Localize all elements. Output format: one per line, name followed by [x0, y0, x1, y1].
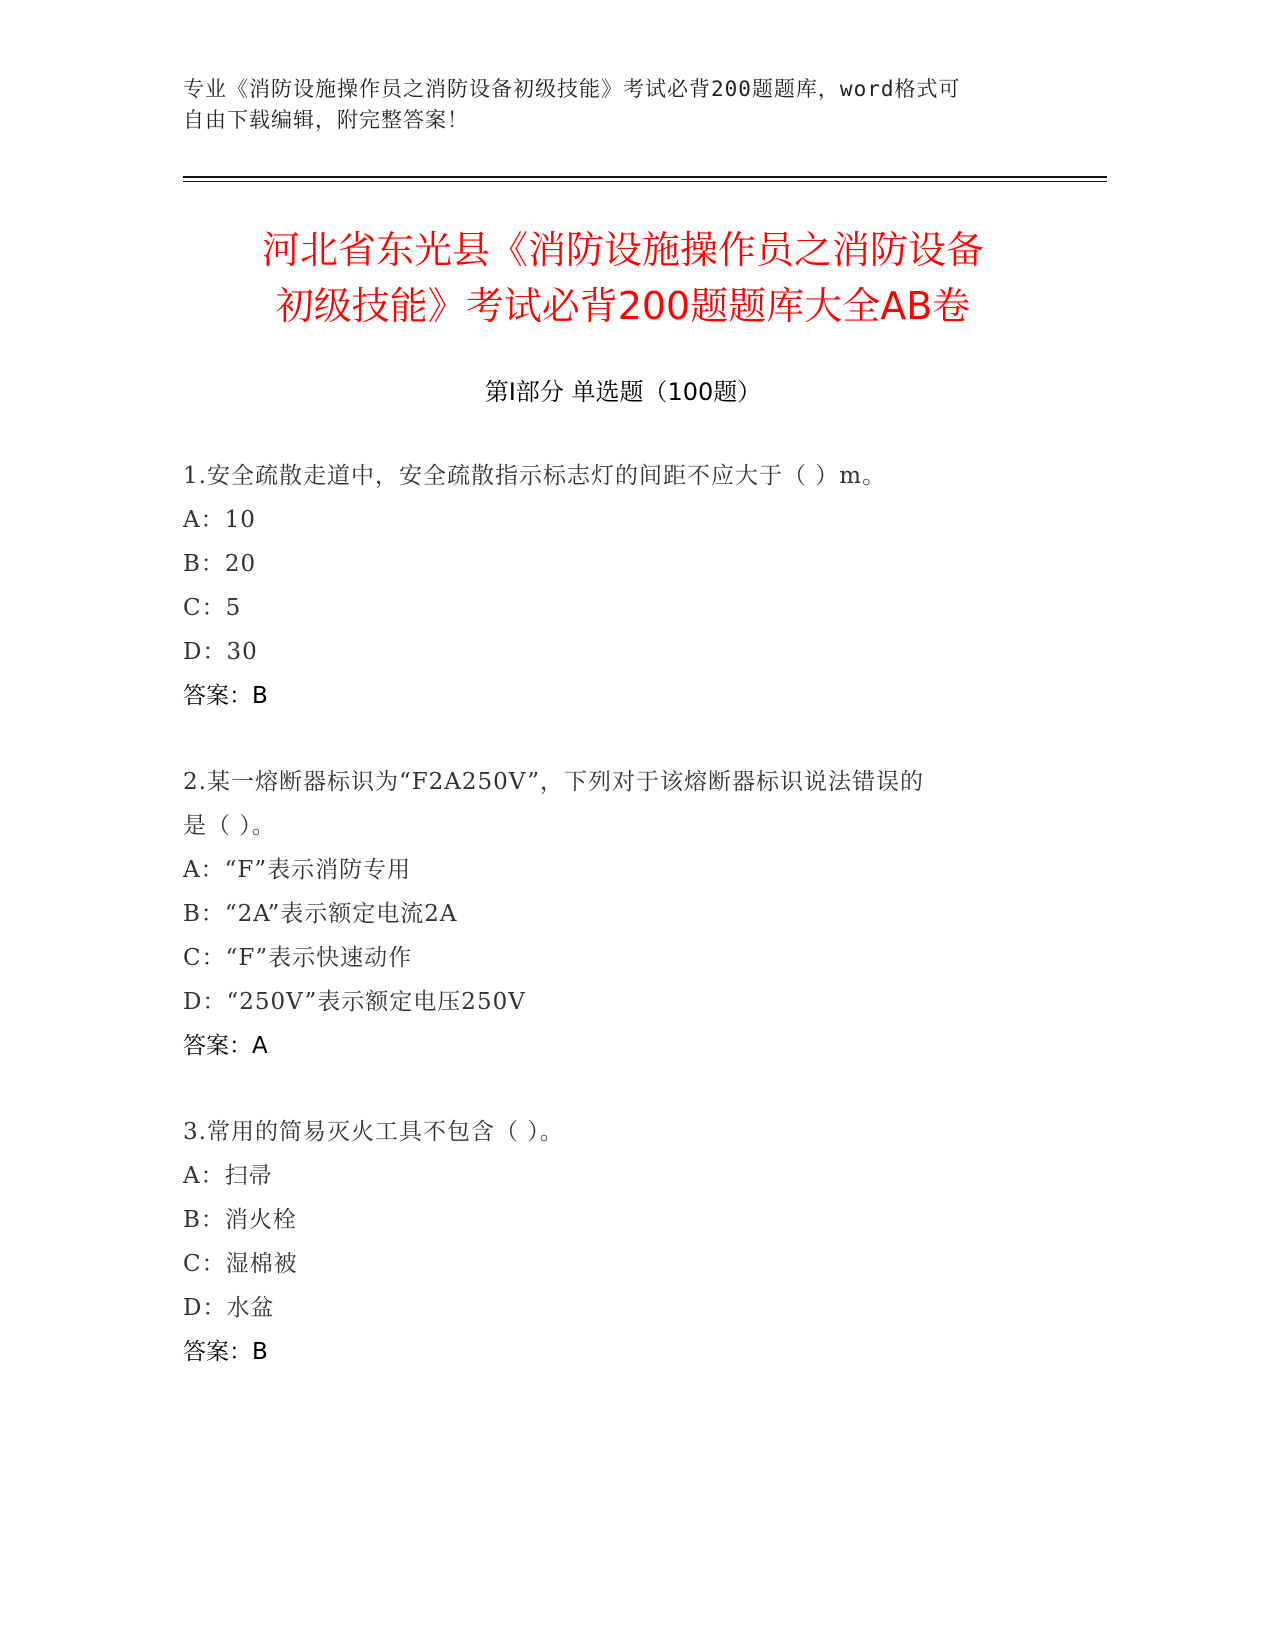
option-d: D：30	[183, 639, 258, 665]
option-a: A：10	[183, 507, 256, 533]
section-heading: 第Ⅰ部分 单选题（100题）	[484, 378, 762, 406]
option-c: C：5	[183, 595, 242, 621]
question-block	[183, 760, 1073, 1068]
option-a: A：“F”表示消防专用	[183, 857, 412, 883]
option-c: C：湿棉被	[183, 1251, 298, 1277]
option-a: A：扫帚	[183, 1163, 273, 1189]
title-line-1: 河北省东光县《消防设施操作员之消防设备	[261, 228, 984, 272]
title-line-2: 初级技能》考试必背200题题库大全AB卷	[275, 284, 971, 328]
question-text-continued: 是（ ）。	[183, 813, 276, 839]
option-c: C：“F”表示快速动作	[183, 945, 413, 971]
question-block	[183, 454, 1073, 718]
option-b: B：“2A”表示额定电流2A	[183, 901, 458, 927]
answer-line: 答案：B	[183, 683, 268, 709]
document-title	[183, 222, 1063, 334]
question-text: 3.常用的简易灭火工具不包含（ ）。	[183, 1119, 564, 1145]
question-list	[183, 454, 1073, 1416]
answer-line: 答案：B	[183, 1339, 268, 1365]
answer-line: 答案：A	[183, 1033, 268, 1059]
option-d: D：水盆	[183, 1295, 275, 1321]
option-b: B：消火栓	[183, 1207, 297, 1233]
option-d: D：“250V”表示额定电压250V	[183, 989, 526, 1015]
header-divider-thick	[183, 176, 1107, 178]
header-divider-thin	[183, 181, 1107, 182]
question-text: 2.某一熔断器标识为“F2A250V”，下列对于该熔断器标识说法错误的	[183, 769, 925, 795]
question-block	[183, 1110, 1073, 1374]
document-header	[183, 74, 1063, 136]
header-line-1: 专业《消防设施操作员之消防设备初级技能》考试必背200题题库，word格式可	[183, 77, 961, 101]
question-text: 1.安全疏散走道中，安全疏散指示标志灯的间距不应大于（ ）m。	[183, 463, 887, 489]
header-line-2: 自由下载编辑，附完整答案！	[183, 108, 469, 132]
option-b: B：20	[183, 551, 257, 577]
